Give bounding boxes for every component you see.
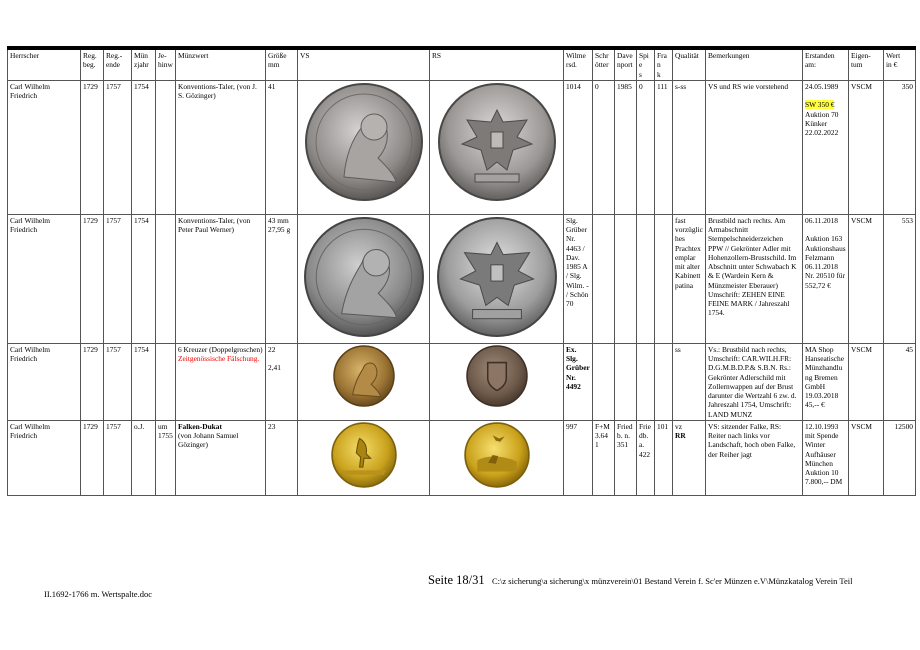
- rarity-text: RR: [675, 431, 686, 440]
- schroetter-cell: 0: [593, 80, 615, 214]
- reverse-image-cell: [430, 420, 564, 495]
- owner-cell: VSCM: [849, 214, 884, 343]
- obverse-image-cell: [298, 80, 430, 214]
- spies-cell: [637, 343, 655, 420]
- coin-portrait-silver-icon: [304, 82, 424, 202]
- page-number: Seite 18/31: [428, 573, 485, 587]
- value-cell: 350: [884, 80, 916, 214]
- coin-falcon-gold-icon: [331, 422, 397, 488]
- obverse-image-cell: [298, 343, 430, 420]
- file-path: C:\z sicherung\a sicherung\x münzverein\01 Bestand Verein f. Sc'er Münzen e.V\Münzkatalog Verein Teil: [492, 576, 853, 586]
- reg-beg-cell: 1729: [81, 80, 104, 214]
- spies-cell: [637, 214, 655, 343]
- col-header: Wert in €: [884, 48, 916, 80]
- acquired-details: MA Shop Hanseatische Münzhandlung Bremen GmbH 19.03.2018 45,-- €: [805, 344, 844, 410]
- denomination-title: Falken-Dukat: [178, 421, 222, 431]
- ruler-cell: Carl Wilhelm Friedrich: [8, 80, 81, 214]
- reg-beg-cell: 1729: [81, 420, 104, 495]
- reg-end-cell: 1757: [104, 343, 132, 420]
- coin-portrait-silver-icon: [303, 216, 425, 338]
- col-header: RS: [430, 48, 564, 80]
- remarks-cell: Brustbild nach rechts. Am Armabschnitt Stempelschneiderzeichen PPW // Gekrönter Adler mit Hohenzollern-Brustschild. Im Abschnitt unter Schwabach K & E (Wardein Kern & Münzmeister Eberauer) Umschrift: ZEHEN EINE FEINE MARK / Jahreszahl 1754.: [706, 214, 803, 343]
- davenport-cell: Fried b. n. 351: [615, 420, 637, 495]
- frank-cell: 101: [655, 420, 673, 495]
- file-name: II.1692-1766 m. Wertspalte.doc: [44, 589, 152, 599]
- acquired-cell: [803, 80, 849, 214]
- quality-cell: fast vorzügliches Prachtexemplar mit alter Kabinettpatina: [673, 214, 706, 343]
- coin-portrait-bronze-icon: [333, 345, 395, 407]
- col-header: Je- hinw: [156, 48, 176, 80]
- header-row: [8, 48, 916, 80]
- coin-eagle-silver-icon: [436, 216, 558, 338]
- reg-beg-cell: 1729: [81, 343, 104, 420]
- coin-catalog-table: [7, 46, 916, 496]
- col-header: Reg. beg.: [81, 48, 104, 80]
- col-header: VS: [298, 48, 430, 80]
- quality-text: vz: [675, 421, 682, 431]
- year-note-cell: [156, 214, 176, 343]
- col-header: Spie s: [637, 48, 655, 80]
- col-header: Schr ötter: [593, 48, 615, 80]
- acquired-price-highlight: SW 350 €: [805, 100, 835, 110]
- coin-eagle-silver-icon: [437, 82, 557, 202]
- reverse-image-cell: [430, 214, 564, 343]
- reverse-image-cell: [430, 343, 564, 420]
- quality-cell: [673, 420, 706, 495]
- table-row: [8, 420, 916, 495]
- acquired-cell: [803, 214, 849, 343]
- acquired-date: 06.11.2018: [805, 215, 838, 225]
- owner-cell: VSCM: [849, 420, 884, 495]
- wilmersdoerffer-cell: Ex. Slg. Grüber Nr. 4492: [564, 343, 593, 420]
- col-header: Wilme rsd.: [564, 48, 593, 80]
- denomination-text: 6 Kreuzer (Doppelgroschen): [178, 344, 263, 354]
- coin-year-cell: o.J.: [132, 420, 156, 495]
- ruler-cell: Carl Wilhelm Friedrich: [8, 343, 81, 420]
- year-note-cell: [156, 80, 176, 214]
- table-row: [8, 214, 916, 343]
- frank-cell: [655, 214, 673, 343]
- davenport-cell: [615, 343, 637, 420]
- col-header: Reg.- ende: [104, 48, 132, 80]
- acquired-details: Auktion 70 Künker 22.02.2022: [805, 109, 839, 137]
- wilmersdoerffer-cell: 997: [564, 420, 593, 495]
- owner-cell: VSCM: [849, 80, 884, 214]
- obverse-image-cell: [298, 214, 430, 343]
- coin-arms-bronze-icon: [466, 345, 528, 407]
- col-header: Größe mm: [266, 48, 298, 80]
- col-header: Erstanden am:: [803, 48, 849, 80]
- reg-end-cell: 1757: [104, 80, 132, 214]
- coin-year-cell: 1754: [132, 343, 156, 420]
- acquired-details: Auktion 163 Auktionshaus Felzmann 06.11.2018 Nr. 20510 für 552,72 €: [805, 234, 846, 290]
- spies-cell: Friedb. a. 422: [637, 420, 655, 495]
- owner-cell: VSCM: [849, 343, 884, 420]
- frank-cell: [655, 343, 673, 420]
- reverse-image-cell: [430, 80, 564, 214]
- acquired-date: 24.05.1989: [805, 81, 839, 91]
- year-note-cell: um 1755: [156, 420, 176, 495]
- denomination-cell: Konventions-Taler, (von J. S. Gözinger): [176, 80, 266, 214]
- remarks-cell: VS und RS wie vorstehend: [706, 80, 803, 214]
- table-row: [8, 343, 916, 420]
- obverse-image-cell: [298, 420, 430, 495]
- size-cell: 41: [266, 80, 298, 214]
- acquired-date: 12.10.1993: [805, 421, 839, 431]
- reg-beg-cell: 1729: [81, 214, 104, 343]
- value-cell: 12500: [884, 420, 916, 495]
- col-header: Qualität: [673, 48, 706, 80]
- quality-cell: s-ss: [673, 80, 706, 214]
- schroetter-cell: [593, 343, 615, 420]
- wilmersdoerffer-cell: 1014: [564, 80, 593, 214]
- denomination-cell: Konventions-Taler, (von Peter Paul Werner): [176, 214, 266, 343]
- col-header: Dave nport: [615, 48, 637, 80]
- schroetter-cell: F+M 3.64 1: [593, 420, 615, 495]
- reg-end-cell: 1757: [104, 214, 132, 343]
- col-header: Mün zjahr: [132, 48, 156, 80]
- davenport-cell: [615, 214, 637, 343]
- remarks-cell: Vs.: Brustbild nach rechts, Umschrift: CAR.WILH.FR: D.G.M.B.D.P.& S.B.N. Rs.: Gekrönter Adlerschild mit Zollernwappen auf der Brust darunter die Wertzahl 6 zw. d. Jahreszahl 1754, Umschrift: LAND MUNZ: [706, 343, 803, 420]
- year-note-cell: [156, 343, 176, 420]
- size-cell: 23: [266, 420, 298, 495]
- col-header: Herrscher: [8, 48, 81, 80]
- value-cell: 45: [884, 343, 916, 420]
- denomination-cell: [176, 420, 266, 495]
- remarks-cell: VS: sitzender Falke, RS: Reiter nach links vor Landschaft, hoch oben Falke, der Reiher jagt: [706, 420, 803, 495]
- denomination-cell: [176, 343, 266, 420]
- acquired-cell: [803, 420, 849, 495]
- frank-cell: 111: [655, 80, 673, 214]
- col-header: Münzwert: [176, 48, 266, 80]
- col-header: Fran k: [655, 48, 673, 80]
- reg-end-cell: 1757: [104, 420, 132, 495]
- davenport-cell: 1985: [615, 80, 637, 214]
- size-cell: 22 2,41: [266, 343, 298, 420]
- table-row: [8, 80, 916, 214]
- quality-cell: ss: [673, 343, 706, 420]
- value-cell: 553: [884, 214, 916, 343]
- size-cell: 43 mm 27,95 g: [266, 214, 298, 343]
- coin-year-cell: 1754: [132, 214, 156, 343]
- spies-cell: 0: [637, 80, 655, 214]
- col-header: Eigen- tum: [849, 48, 884, 80]
- wilmersdoerffer-cell: Slg. Grüber Nr. 4463 / Dav. 1985 A / Slg. Wilm. - / Schön 70: [564, 214, 593, 343]
- ruler-cell: Carl Wilhelm Friedrich: [8, 214, 81, 343]
- coin-heron-gold-icon: [464, 422, 530, 488]
- ruler-cell: Carl Wilhelm Friedrich: [8, 420, 81, 495]
- acquired-cell: [803, 343, 849, 420]
- schroetter-cell: [593, 214, 615, 343]
- coin-year-cell: 1754: [132, 80, 156, 214]
- counterfeit-note: Zeitgenössische Fälschung.: [178, 354, 260, 363]
- denomination-text: (von Johann Samuel Gözinger): [178, 431, 239, 450]
- col-header: Bemerkungen: [706, 48, 803, 80]
- acquired-details: mit Spende Winter Aufhäuser München Auktion 10 7.800,-- DM: [805, 431, 843, 487]
